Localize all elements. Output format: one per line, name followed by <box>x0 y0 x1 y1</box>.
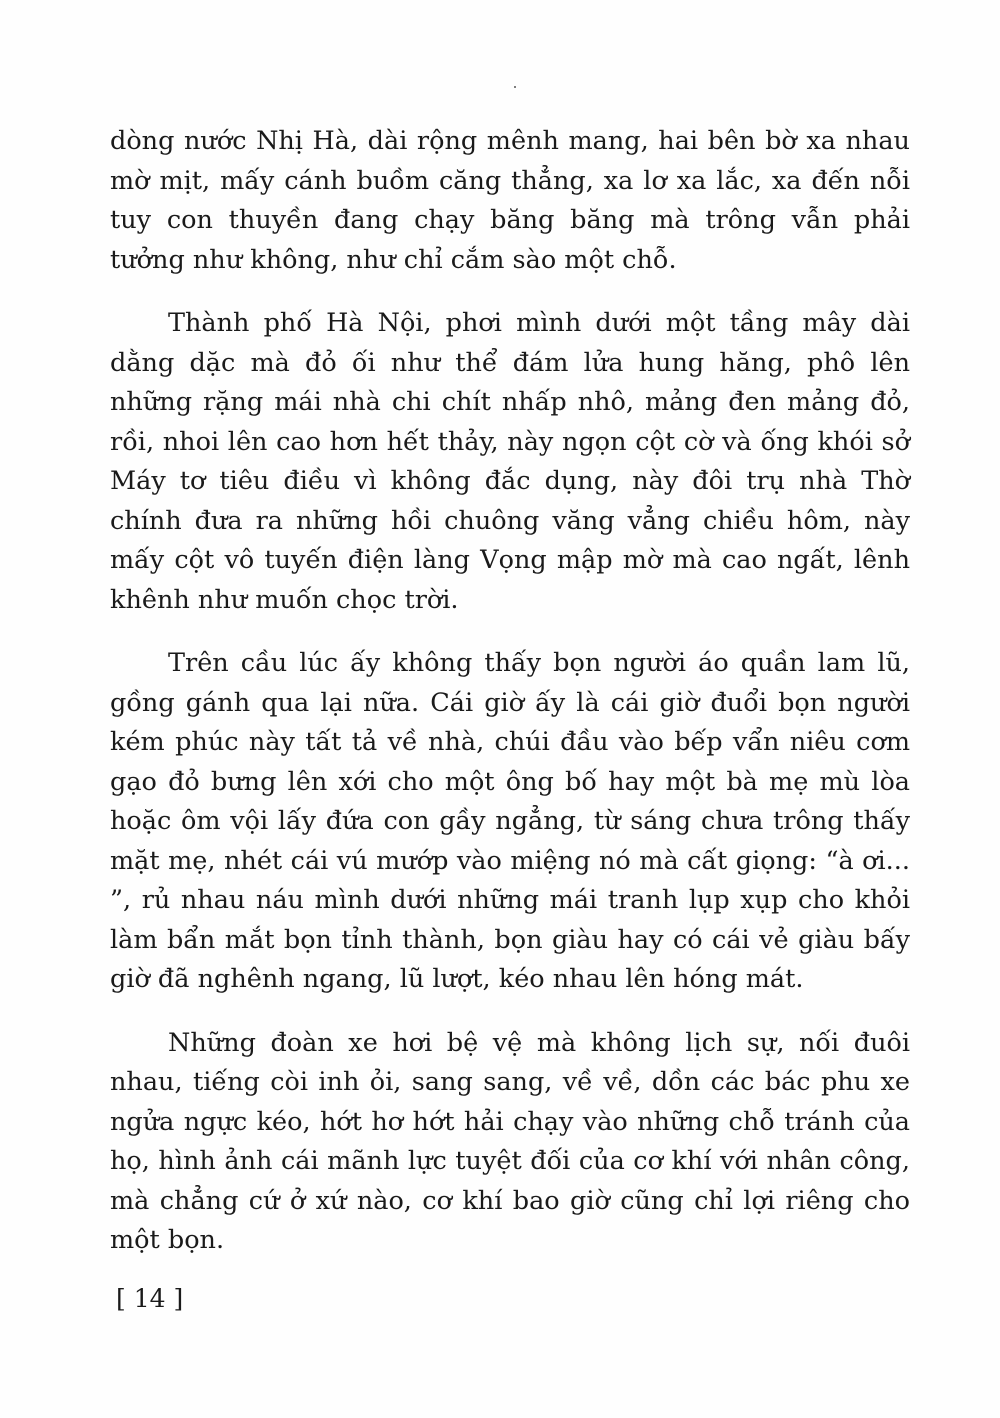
body-text <box>110 122 910 1285</box>
paragraph-continued: dòng nước Nhị Hà, dài rộng mênh mang, hai bên bờ xa nhau mờ mịt, mấy cánh buồm căng thẳng, xa lơ xa lắc, xa đến nỗi tuy con thuyền đang chạy băng băng mà trông vẫn phải tưởng như không, như chỉ cắm sào một chỗ. <box>110 126 910 275</box>
page-number: [ 14 ] <box>116 1284 184 1313</box>
paragraph-hanoi-city: Thành phố Hà Nội, phơi mình dưới một tầng mây dài dằng dặc mà đỏ ối như thể đám lửa hung hăng, phô lên những rặng mái nhà chi chít nhấp nhô, mảng đen mảng đỏ, rồi, nhoi lên cao hơn hết thảy, này ngọn cột cờ và ống khói sở Máy tơ tiêu điều vì không đắc dụng, này đôi trụ nhà Thờ chính đưa ra những hồi chuông văng vẳng chiều hôm, này mấy cột vô tuyến điện làng Vọng mập mờ mà cao ngất, lênh khênh như muốn chọc trời. <box>110 308 910 615</box>
paragraph-on-the-bridge: Trên cầu lúc ấy không thấy bọn người áo quần lam lũ, gồng gánh qua lại nữa. Cái giờ ấy là cái giờ đuổi bọn người kém phúc này tất tả về nhà, chúi đầu vào bếp vẩn niêu cơm gạo đỏ bưng lên xới cho một ông bố hay một bà mẹ mù lòa hoặc ôm vội lấy đứa con gầy ngẳng, từ sáng chưa trông thấy mặt mẹ, nhét cái vú mướp vào miệng nó mà cất giọng: “à ơi... ”, rủ nhau náu mình dưới những mái tranh lụp xụp cho khỏi làm bẩn mắt bọn tỉnh thành, bọn giàu hay có cái vẻ giàu bấy giờ đã nghênh ngang, lũ lượt, kéo nhau lên hóng mát. <box>110 648 910 994</box>
print-speck <box>514 86 516 88</box>
paragraph-motorcars: Những đoàn xe hơi bệ vệ mà không lịch sự, nối đuôi nhau, tiếng còi inh ỏi, sang sang, về về, dồn các bác phu xe ngửa ngực kéo, hớt hơ hớt hải chạy vào những chỗ tránh của họ, hình ảnh cái mãnh lực tuyệt đối của cơ khí với nhân công, mà chẳng cứ ở xứ nào, cơ khí bao giờ cũng chỉ lợi riêng cho một bọn. <box>110 1027 910 1255</box>
